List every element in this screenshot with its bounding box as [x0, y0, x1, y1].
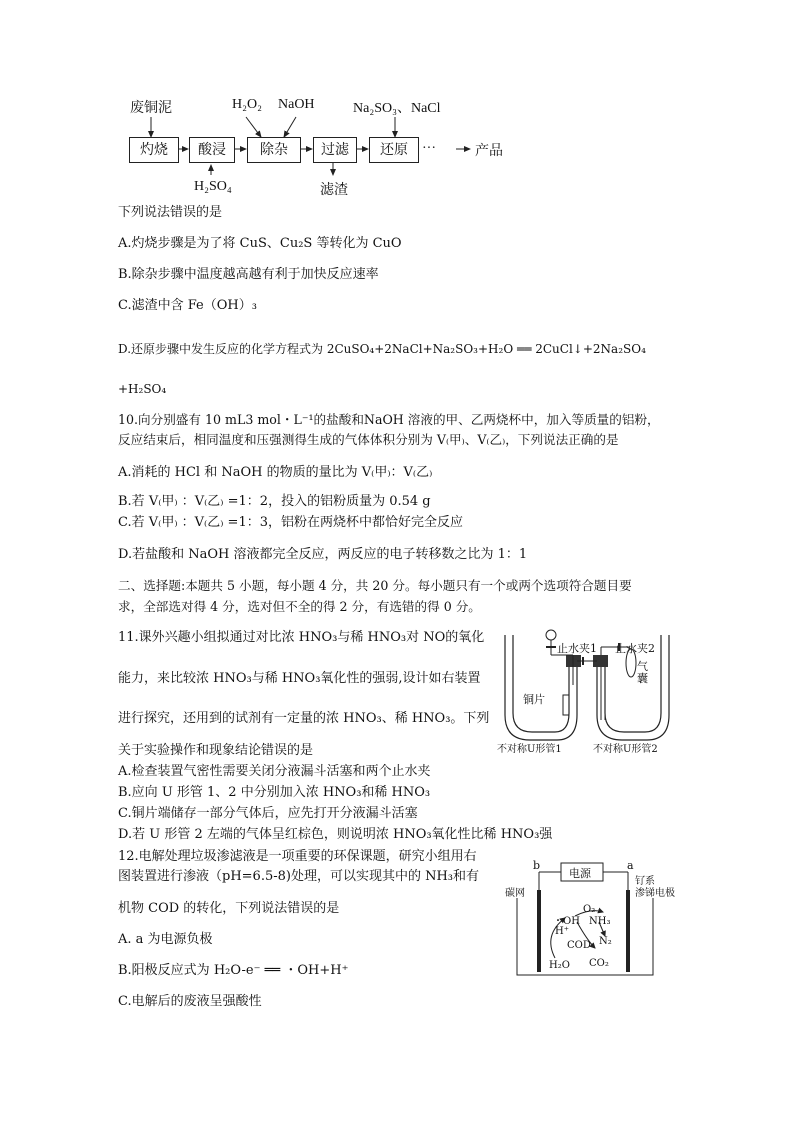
q11-option-b: B.应向 U 形管 1、2 中分别加入浓 HNO₃和稀 HNO₃	[118, 785, 431, 800]
q9-option-d-line2: +H₂SO₄	[118, 382, 167, 396]
q9-option-b: B.除杂步骤中温度越高越有利于加快反应速率	[118, 267, 379, 282]
label-hydroxyl-radical: ・OH	[553, 916, 580, 927]
q11-option-a: A.检查装置气密性需要关闭分液漏斗活塞和两个止水夹	[118, 764, 431, 779]
q10-option-a: A.消耗的 HCl 和 NaOH 的物质的量比为 V₍甲₎：V₍乙₎	[118, 465, 433, 480]
label-power-supply: 电源	[569, 867, 591, 880]
q11-option-d: D.若 U 形管 2 左端的气体呈红棕色，则说明浓 HNO₃氧化性比稀 HNO₃强	[118, 827, 553, 842]
q11-option-c: C.铜片端储存一部分气体后，应先打开分液漏斗活塞	[118, 806, 418, 821]
q11-stem-line4: 关于实验操作和现象结论错误的是	[118, 743, 314, 758]
label-co2: CO₂	[589, 958, 609, 969]
u-tube-apparatus-figure	[497, 625, 682, 755]
section2-heading-line1: 二、选择题:本题共 5 小题，每小题 4 分，共 20 分。每小题只有一个或两个选项符合题目要	[118, 578, 632, 593]
step-acid-leach: 酸浸	[189, 137, 235, 163]
q9-stem: 下列说法错误的是	[118, 205, 223, 220]
input-waste-copper: 废铜泥	[130, 101, 172, 116]
reagent-naoh: NaOH	[278, 97, 315, 112]
q11-stem-line3: 进行探究，还用到的试剂有一定量的浓 HNO₃、稀 HNO₃。下列	[118, 711, 490, 726]
label-u-tube-2: 不对称U形管2	[593, 744, 658, 755]
step-purify: 除杂	[247, 137, 301, 163]
q12-option-b: B.阳极反应式为 H₂O-e⁻ ══ ・OH+H⁺	[118, 963, 349, 978]
q10-stem-line2: 反应结束后，相同温度和压强测得生成的气体体积分别为 V₍甲₎、V₍乙₎，下列说法正确的是	[118, 432, 619, 447]
label-air-bag: 气囊	[637, 660, 648, 685]
label-h-plus: H⁺	[555, 926, 569, 937]
label-carbon-mesh: 碳网	[505, 888, 525, 899]
step-filter: 过滤	[313, 137, 357, 163]
step-reduce: 还原	[369, 137, 419, 163]
process-flowchart	[120, 95, 520, 205]
q12-stem-line3: 机物 COD 的转化，下列说法错误的是	[118, 901, 340, 916]
label-h2o: H₂O	[549, 960, 570, 971]
label-nh3: NH₃	[589, 916, 611, 927]
q12-option-a: A. a 为电源负极	[118, 932, 213, 947]
q10-stem-line1: 10.向分别盛有 10 mL3 mol・L⁻¹的盐酸和NaOH 溶液的甲、乙两烧杯中，加入等质量的铝粉，	[118, 412, 660, 427]
reagent-h2o2: H₂O₂	[232, 97, 262, 112]
label-ru-electrode-1: 钌系	[635, 876, 655, 887]
label-n2: N₂	[599, 936, 612, 947]
q12-option-c: C.电解后的废液呈强酸性	[118, 994, 262, 1009]
label-copper-piece: 铜片	[523, 693, 545, 706]
label-u-tube-1: 不对称U形管1	[497, 744, 562, 755]
q11-stem-line2: 能力，来比较浓 HNO₃与稀 HNO₃氧化性的强弱,设计如右装置	[118, 671, 481, 686]
electrolysis-cell-figure	[503, 860, 683, 980]
q10-option-b: B.若 V₍甲₎ ：V₍乙₎ =1：2，投入的铝粉质量为 0.54 g	[118, 494, 431, 509]
q9-option-d-line1: D.还原步骤中发生反应的化学方程式为 2CuSO₄+2NaCl+Na₂SO₃+H₂O ══ 2CuCl↓+2Na₂SO₄	[118, 342, 646, 356]
label-clip-2: 止水夹2	[615, 642, 655, 655]
reagent-na2so3-nacl: Na₂SO₃、NaCl	[353, 101, 441, 116]
flow-ellipsis: ···	[422, 141, 436, 156]
q9-option-a: A.灼烧步骤是为了将 CuS、Cu₂S 等转化为 CuO	[118, 236, 402, 251]
q12-stem-line1: 12.电解处理垃圾渗滤液是一项重要的环保课题，研究小组用右	[118, 849, 477, 864]
filter-residue: 滤渣	[320, 183, 348, 198]
section2-heading-line2: 求，全部选对得 4 分，选对但不全的得 2 分，有选错的得 0 分。	[118, 599, 481, 614]
label-clip-1: 止水夹1	[557, 642, 597, 655]
label-o2: O₂	[583, 904, 596, 915]
label-ru-electrode-2: 渗锑电极	[635, 888, 675, 899]
label-a: a	[627, 859, 634, 872]
reagent-h2so4: H₂SO₄	[194, 179, 232, 194]
label-cod: COD	[567, 940, 591, 951]
label-b: b	[533, 859, 541, 872]
q9-option-c: C.滤渣中含 Fe（OH）₃	[118, 298, 257, 313]
q11-stem-line1: 11.课外兴趣小组拟通过对比浓 HNO₃与稀 HNO₃对 NO的氧化	[118, 630, 485, 645]
flow-product: 产品	[475, 144, 503, 159]
q10-option-d: D.若盐酸和 NaOH 溶液都完全反应，两反应的电子转移数之比为 1：1	[118, 547, 528, 562]
step-roast: 灼烧	[129, 137, 179, 163]
q12-stem-line2: 图装置进行渗液（pH=6.5-8)处理，可以实现其中的 NH₃和有	[118, 869, 480, 884]
q10-option-c: C.若 V₍甲₎ ：V₍乙₎ =1：3，铝粉在两烧杯中都恰好完全反应	[118, 515, 463, 530]
